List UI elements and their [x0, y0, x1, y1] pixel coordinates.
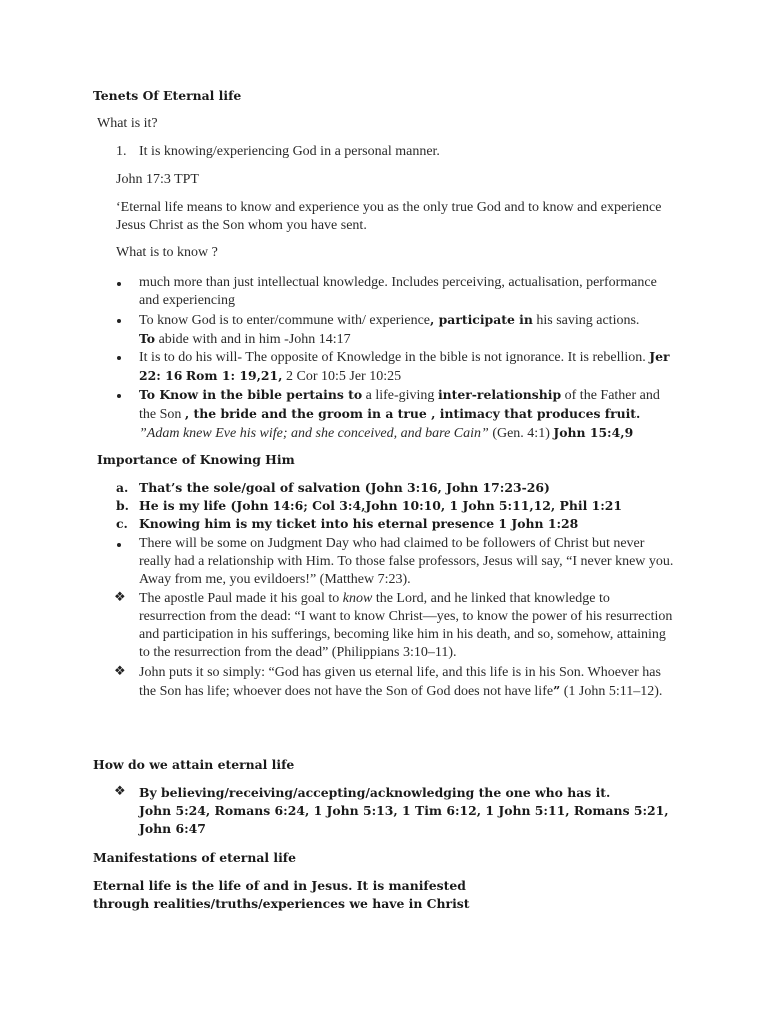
- attain-item: By believing/receiving/accepting/acknowledging the one who has it.: [139, 785, 611, 800]
- diamond-bullet-icon: ❖: [114, 590, 126, 605]
- manifest-heading: Manifestations of eternal life: [93, 850, 297, 865]
- scripture-reference: John 17:3 TPT: [116, 172, 199, 187]
- manifest-paragraph: Eternal life is the life of and in Jesus. It is manifested through realities/truths/experiences we have in Christ: [93, 878, 470, 911]
- bullet-dot: [117, 543, 121, 547]
- document-title: Tenets Of Eternal life: [93, 88, 242, 103]
- diamond-bullet-icon: ❖: [114, 784, 126, 799]
- question-what-is-it: What is it?: [97, 116, 158, 131]
- lettered-marker: b.: [116, 498, 129, 513]
- quote-paragraph: ‘Eternal life means to know and experience you as the only true God and to know and experience Jesus Christ as the Son whom you have sent.: [116, 200, 662, 233]
- bullet-dot: [117, 356, 121, 360]
- bullet-item: much more than just intellectual knowledge. Includes perceiving, actualisation, performance and experiencing: [139, 275, 657, 308]
- lettered-item: That’s the sole/goal of salvation (John 3:16, John 17:23-26): [139, 480, 550, 495]
- lettered-marker: c.: [116, 516, 128, 531]
- importance-paragraph: John puts it so simply: “God has given us eternal life, and this life is in his Son. Whoever has the Son has life; whoever does not have the Son of God does not have life” (1 John 5:11–12).: [139, 665, 663, 699]
- importance-heading: Importance of Knowing Him: [97, 452, 295, 467]
- numbered-item: It is knowing/experiencing God in a personal manner.: [139, 144, 440, 159]
- lettered-marker: a.: [116, 480, 129, 495]
- diamond-bullet-icon: ❖: [114, 664, 126, 679]
- bullet-item: To Know in the bible pertains to a life-giving inter-relationship of the Father and the Son , the bride and the groom in a true , intimacy that produces fruit. ”Adam knew Eve his wife; and she conceived, and bare Cain” (Gen. 4:1) John 15:4,9: [139, 387, 660, 441]
- bullet-dot: [117, 282, 121, 286]
- numbered-marker: 1.: [116, 144, 127, 159]
- attain-heading: How do we attain eternal life: [93, 757, 295, 772]
- bullet-item: To know God is to enter/commune with/ experience, participate in his saving actions. To abide with and in him -John 14:17: [139, 312, 640, 347]
- lettered-item: He is my life (John 14:6; Col 3:4,John 10:10, 1 John 5:11,12, Phil 1:21: [139, 498, 623, 513]
- bullet-dot: [117, 394, 121, 398]
- bullet-item: It is to do his will- The opposite of Knowledge in the bible is not ignorance. It is rebellion. Jer 22: 16 Rom 1: 19,21, 2 Cor 10:5 Jer 10:25: [139, 349, 670, 384]
- attain-references: John 5:24, Romans 6:24, 1 John 5:13, 1 Tim 6:12, 1 John 5:11, Romans 5:21, John 6:47: [139, 803, 669, 836]
- importance-paragraph: There will be some on Judgment Day who had claimed to be followers of Christ but never really had a relationship with Him. To those false professors, Jesus will say, “I never knew you. Away from me, you evildoers!” (Matthew 7:23).: [139, 536, 674, 587]
- question-what-is-to-know: What is to know ?: [116, 245, 218, 260]
- lettered-item: Knowing him is my ticket into his eternal presence 1 John 1:28: [139, 516, 579, 531]
- importance-paragraph: The apostle Paul made it his goal to know the Lord, and he linked that knowledge to resurrection from the dead: “I want to know Christ—yes, to know the power of his resurrection and participation in his sufferings, becoming like him in his death, and so, somehow, attaining to the resurrection from the dead” (Philippians 3:10–11).: [139, 591, 673, 660]
- bullet-dot: [117, 319, 121, 323]
